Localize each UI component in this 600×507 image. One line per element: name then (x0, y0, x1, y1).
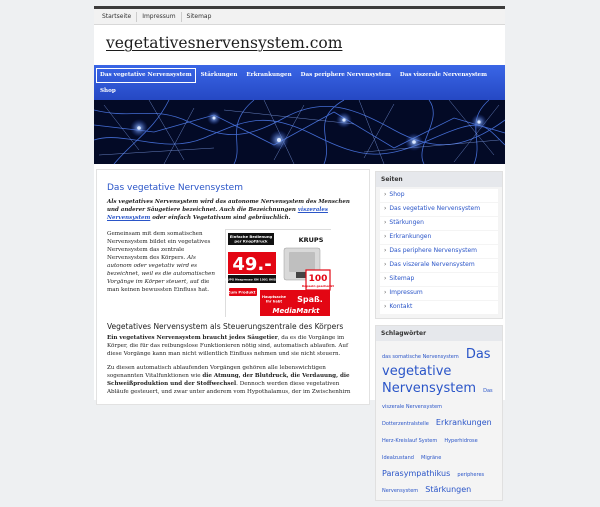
chevron-right-icon: › (384, 261, 387, 268)
chevron-right-icon: › (384, 289, 387, 296)
para3-end: . Dennoch werden diese vegetativen Abläufe gesteuert, und zwar unter anderem vom Hypothalamus, der im Zwischenhirn (107, 380, 351, 395)
neuron-illustration (94, 100, 505, 164)
sidebar-page-link[interactable] (380, 273, 498, 286)
para2-bold: Ein vegetatives Nervensystem braucht jedes Säugetier (107, 334, 278, 341)
page-wrapper (94, 6, 505, 495)
sidebar-page-link[interactable] (380, 231, 498, 244)
pages-widget-title: Seiten (376, 172, 502, 187)
sidebar-page-label: Erkrankungen (389, 233, 432, 240)
ad-button-label: Zum Produkt › (227, 289, 259, 295)
content-area (94, 167, 505, 495)
header-banner-neurons (94, 100, 505, 164)
chevron-right-icon: › (384, 247, 387, 254)
chevron-right-icon: › (384, 191, 387, 198)
tag-link[interactable]: Stärkungen (425, 485, 472, 495)
tag-link[interactable]: peripheres Nervensystem (382, 471, 485, 495)
intro-text-after: oder einfach Vegetativum sind gebräuchlich. (150, 215, 291, 221)
tag-link[interactable]: das somatische Nervensystem (382, 354, 459, 360)
advertisement-banner[interactable] (222, 229, 335, 317)
ad-store-logo: MediaMarkt (272, 307, 320, 315)
top-nav-impressum[interactable]: Impressum (137, 12, 181, 22)
main-nav-periphere[interactable]: Das periphere Nervensystem (300, 72, 391, 78)
ad-slogan-3: Spaß. (297, 295, 323, 304)
chevron-right-icon: › (384, 303, 387, 310)
site-header (94, 25, 505, 65)
sidebar-page-label: Das vegetative Nervensystem (389, 205, 481, 212)
tag-link[interactable]: Migräne (421, 454, 442, 461)
sidebar-page-link[interactable] (380, 301, 498, 314)
tags-widget (375, 325, 503, 501)
sidebar-page-link[interactable] (380, 287, 498, 300)
paragraph-3 (107, 364, 361, 396)
para-with-ad-row (107, 230, 361, 317)
ad-headline: Einfache Bedienung per Knopfdruck (229, 234, 273, 244)
main-nav-staerkungen[interactable]: Stärkungen (200, 72, 238, 78)
tag-link[interactable]: Das viszerale Nervensystem (382, 387, 493, 411)
para3-start: Zu diesen automatisch ablaufenden Vorgängen gehören alle lebenswichtigen sogenannten Vitalfunktionen wie (107, 364, 326, 379)
top-nav (94, 9, 505, 25)
para1-italic: Als autonom oder vegetativ wird es bezeichnet, weil es die automatischen Vorgänge im Körper steuert, (107, 255, 216, 285)
sidebar-page-link[interactable] (380, 259, 498, 272)
ad-graphic[interactable] (222, 230, 335, 318)
ad-slogan-1: Hauptsache (262, 295, 286, 299)
sidebar-page-label: Shop (389, 191, 405, 198)
sidebar-page-label: Das periphere Nervensystem (389, 247, 477, 254)
paragraph-1 (107, 230, 222, 317)
tag-link[interactable]: Parasympathikus (382, 468, 451, 478)
viszerales-nervensystem-link[interactable]: viszerales Nervensystem (107, 207, 328, 221)
para1-plain: Gemeinsam mit dem somatischen Nervensystem bildet ein vegetatives Nervensystem das zentrale Nervensystem des Körpers. (107, 231, 211, 261)
sidebar-page-link[interactable] (380, 203, 498, 216)
tag-cloud (376, 341, 502, 500)
para3-bold: die Atmung, der Blutdruck, die Verdauung, die Schweißproduktion und der Stoffwechsel (107, 372, 350, 387)
ad-badge-number: 100 (308, 274, 328, 284)
ad-badge-text: Kapseln geschenkt (301, 284, 335, 288)
sidebar-page-label: Stärkungen (389, 219, 424, 226)
main-nav-shop[interactable]: Shop (100, 88, 116, 94)
tag-link[interactable]: Idealzustand (382, 454, 414, 461)
sidebar-page-label: Impressum (389, 289, 423, 296)
main-nav (94, 65, 505, 100)
para1-end: auf die man keinen bewussten Einfluss hat. (107, 279, 210, 293)
chevron-right-icon: › (384, 219, 387, 226)
sidebar-page-label: Das viszerale Nervensystem (389, 261, 475, 268)
main-nav-viszerale[interactable]: Das viszerale Nervensystem (399, 72, 488, 78)
post-intro (107, 198, 361, 222)
main-article (96, 169, 370, 405)
tag-link[interactable]: Das vegetative Nervensystem (382, 347, 491, 396)
ad-slogan-2: Ihr habt (265, 299, 283, 304)
site-title-link[interactable]: vegetativesnervensystem.com (106, 34, 343, 52)
post-title: Das vegetative Nervensystem (107, 183, 243, 193)
top-nav-sitemap[interactable]: Sitemap (186, 12, 212, 20)
sidebar-page-link[interactable] (380, 245, 498, 258)
tag-link[interactable]: Dotterzentralstelle (382, 421, 429, 428)
subheading: Vegetatives Nervensystem als Steuerungszentrale des Körpers (107, 322, 344, 331)
ad-model: KRUPS Nespresso XN 1001 INISSIA (222, 277, 282, 282)
pages-widget (375, 171, 503, 319)
main-nav-vegetative[interactable]: Das vegetative Nervensystem (96, 68, 196, 83)
tags-widget-title: Schlagwörter (376, 326, 502, 341)
top-nav-startseite[interactable]: Startseite (97, 12, 137, 22)
chevron-right-icon: › (384, 205, 387, 212)
sidebar-page-link[interactable] (380, 217, 498, 230)
intro-text-before: Als vegetatives Nervensystem wird das autonome Nervensystem des Menschen und anderer Säugetiere bezeichnet. Auch die Bezeichnungen (107, 199, 350, 213)
para2-rest: , da es die Vorgänge im Körper, die für das reibungslose Funktionieren nötig sind, automatisch ablaufen. Auf diese Vorgänge kann man nicht willentlich Einfluss nehmen und sie nicht steuern. (107, 334, 349, 357)
ad-brand: KRUPS (298, 236, 324, 244)
tag-link[interactable]: Herz-Kreislauf System (382, 437, 438, 444)
sidebar-page-label: Kontakt (389, 303, 413, 310)
main-nav-erkrankungen[interactable]: Erkrankungen (246, 72, 292, 78)
tag-link[interactable]: Hyperhidrose (444, 437, 478, 444)
ad-price: 49.- (232, 254, 272, 275)
sidebar-page-label: Sitemap (389, 275, 415, 282)
chevron-right-icon: › (384, 233, 387, 240)
chevron-right-icon: › (384, 275, 387, 282)
sidebar (375, 171, 503, 507)
paragraph-2 (107, 334, 361, 358)
sidebar-page-link[interactable] (380, 189, 498, 202)
pages-list (376, 187, 502, 318)
tag-link[interactable]: Erkrankungen (435, 418, 492, 428)
